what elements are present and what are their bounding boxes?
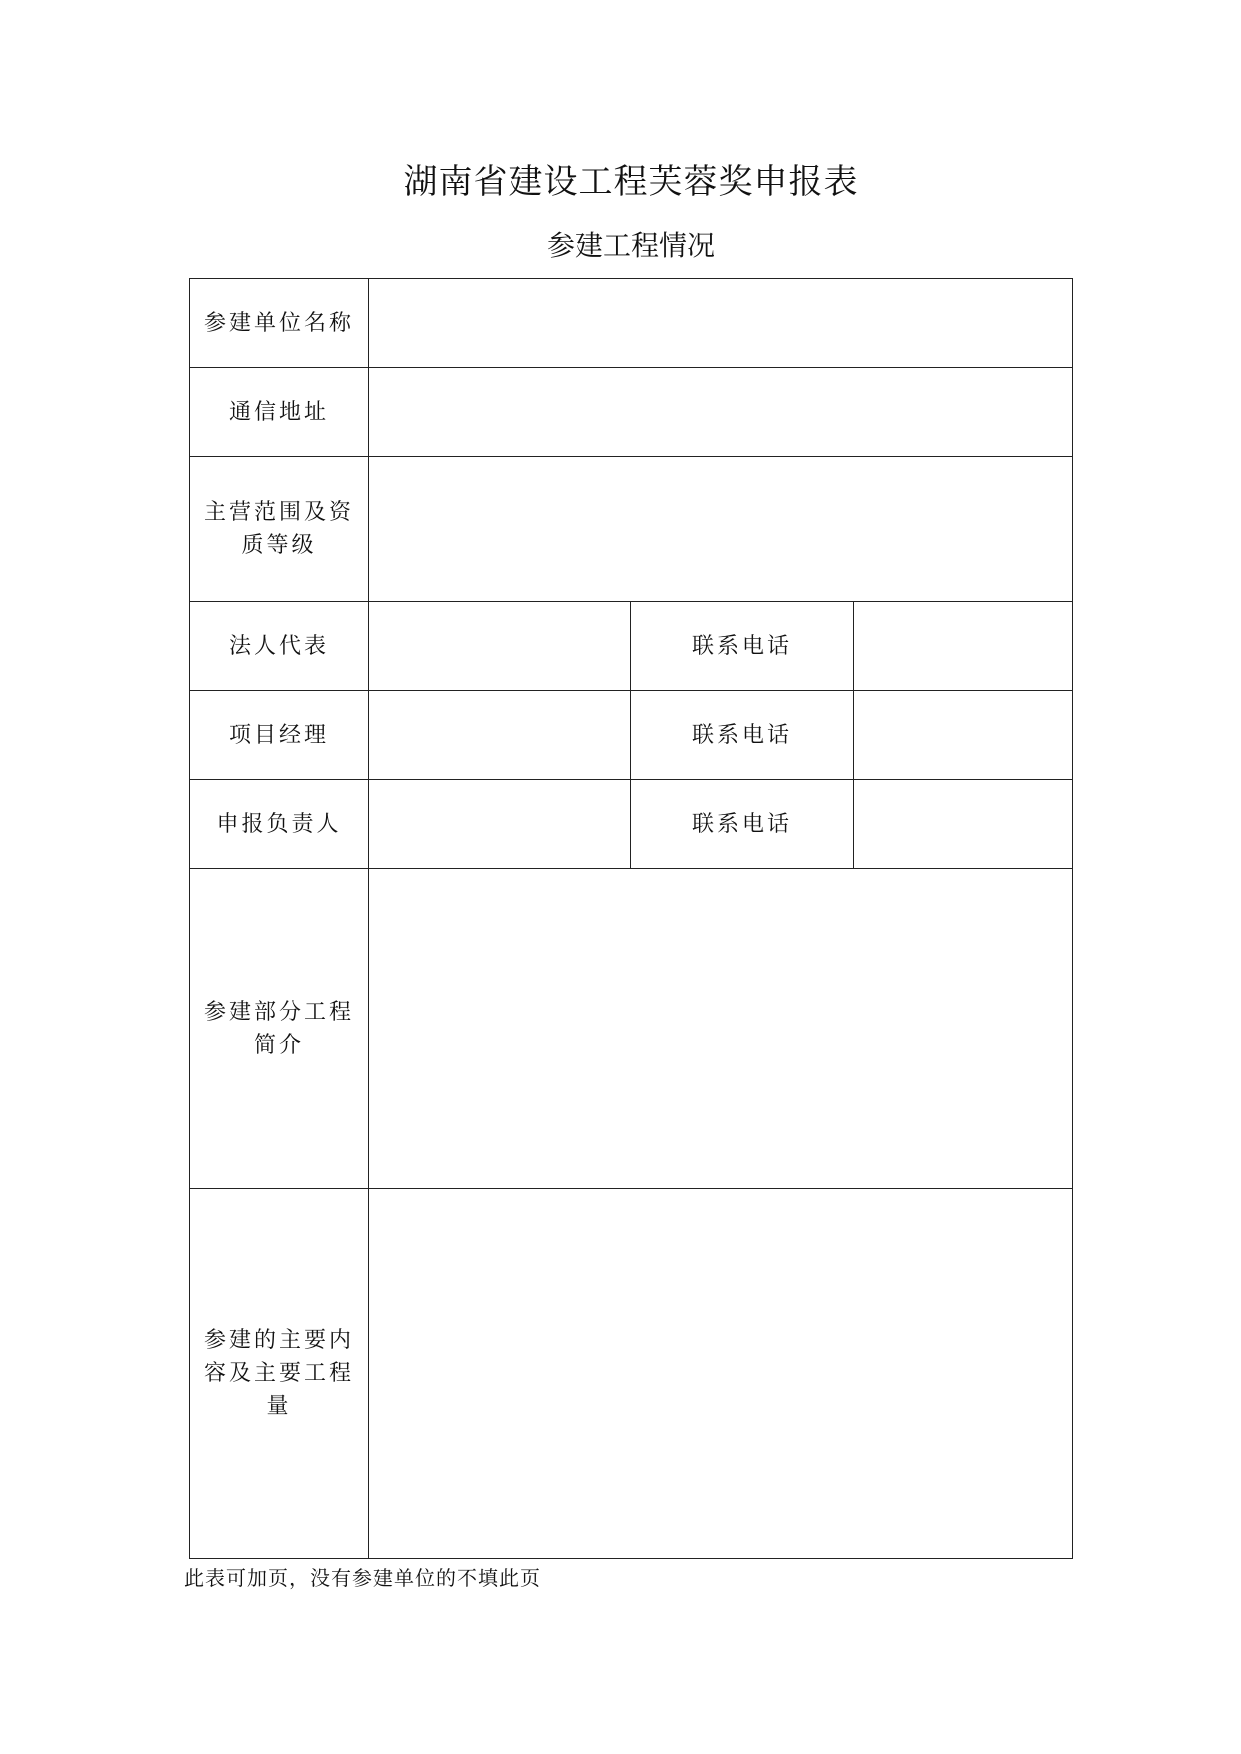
- row-scope: [190, 457, 1073, 602]
- application-form-table: [189, 278, 1073, 1559]
- scope-label: 主营范围及资质等级: [190, 457, 369, 602]
- row-project-manager: [190, 691, 1073, 780]
- row-content: [190, 1189, 1073, 1559]
- declarant-phone-field[interactable]: [854, 780, 1073, 869]
- row-unit-name: [190, 279, 1073, 368]
- legal-rep-field[interactable]: [369, 602, 631, 691]
- row-legal-rep: [190, 602, 1073, 691]
- scope-field[interactable]: [369, 457, 1073, 602]
- content-label: 参建的主要内容及主要工程量: [190, 1189, 369, 1559]
- declarant-label: 申报负责人: [190, 780, 369, 869]
- form-subtitle: 参建工程情况: [546, 229, 715, 262]
- pm-phone-label: 联系电话: [631, 691, 854, 780]
- declarant-field[interactable]: [369, 780, 631, 869]
- unit-name-label: 参建单位名称: [190, 279, 369, 368]
- intro-label: 参建部分工程简介: [190, 869, 369, 1189]
- unit-name-field[interactable]: [369, 279, 1073, 368]
- row-intro: [190, 869, 1073, 1189]
- row-declarant: [190, 780, 1073, 869]
- legal-rep-label: 法人代表: [190, 602, 369, 691]
- address-field[interactable]: [369, 368, 1073, 457]
- footnote: 此表可加页，没有参建单位的不填此页: [184, 1566, 541, 1590]
- row-address: [190, 368, 1073, 457]
- address-label: 通信地址: [190, 368, 369, 457]
- declarant-phone-label: 联系电话: [631, 780, 854, 869]
- legal-rep-phone-field[interactable]: [854, 602, 1073, 691]
- form-title: 湖南省建设工程芙蓉奖申报表: [403, 162, 859, 202]
- legal-rep-phone-label: 联系电话: [631, 602, 854, 691]
- pm-field[interactable]: [369, 691, 631, 780]
- content-field[interactable]: [369, 1189, 1073, 1559]
- intro-field[interactable]: [369, 869, 1073, 1189]
- pm-label: 项目经理: [190, 691, 369, 780]
- pm-phone-field[interactable]: [854, 691, 1073, 780]
